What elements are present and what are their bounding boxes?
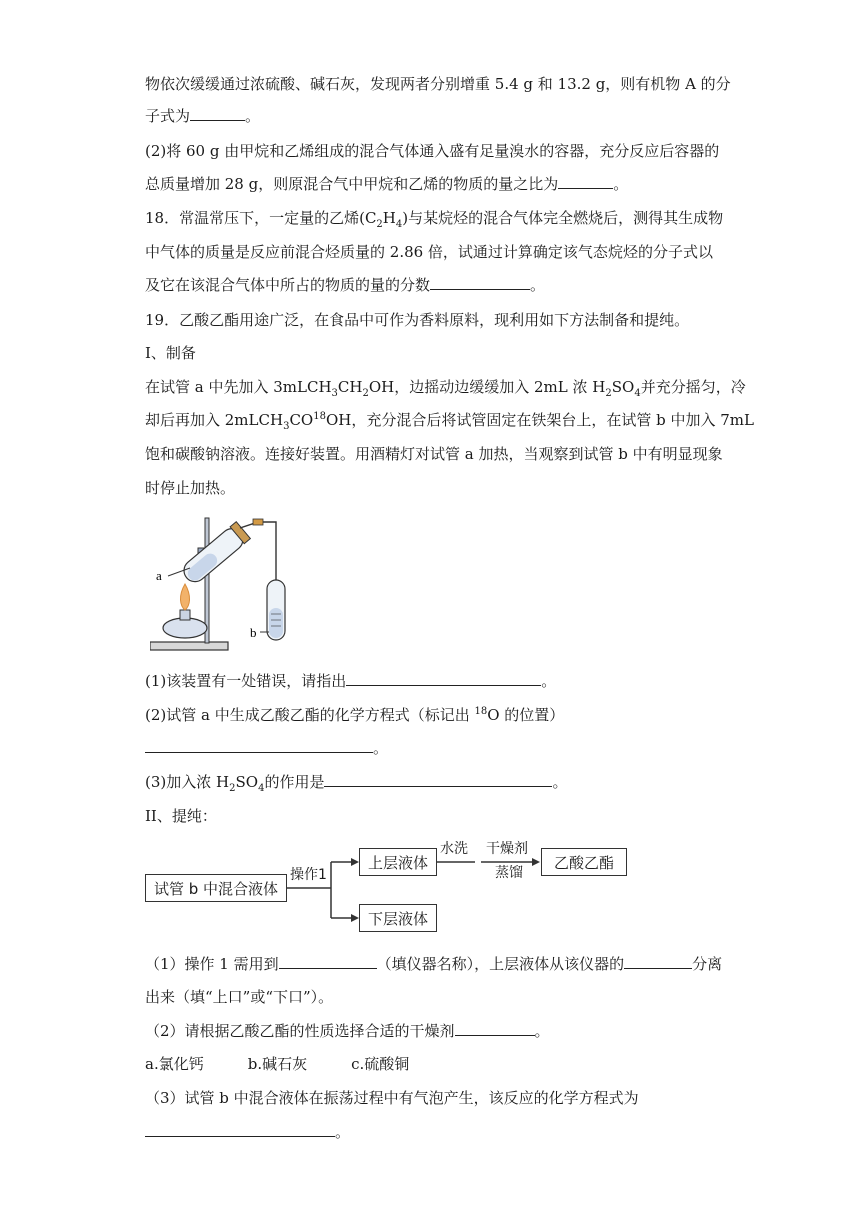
q19-intro: 19．乙酸乙酯用途广泛，在食品中可作为香料原料，现利用如下方法制备和提纯。 (145, 311, 690, 329)
q19-prep-q1: (1)该装置有一处错误，请指出 。 (145, 672, 557, 690)
prep-line-4: 时停止加热。 (145, 479, 236, 497)
flow-label-dry: 干燥剂 (486, 841, 528, 857)
answer-blank[interactable] (430, 275, 530, 290)
purify-q3-blank-line: 。 (145, 1122, 720, 1142)
answer-blank[interactable] (455, 1021, 535, 1036)
answer-blank[interactable] (346, 671, 541, 686)
q18-line-1: 18．常温常压下，一定量的乙烯$(C_2H_4)$与某烷烃的混合气体完全燃烧后，测得其生成物 (145, 209, 724, 230)
q18-line-3: 及它在该混合气体中所占的物质的量的分数 。 (145, 276, 546, 294)
section-heading-purify: II、提纯： (145, 807, 217, 825)
q17-part2-line-1: (2)将 60 g 由甲烷和乙烯组成的混合气体通入盛有足量溴水的容器，充分反应后容器的 (145, 142, 720, 160)
q17-text-line-1: 物依次缓缓通过浓硫酸、碱石灰，发现两者分别增重 5.4 g 和 13.2 g，则有机物 A 的分 (145, 75, 731, 93)
q17-text-line-2: 子式为 。 (145, 107, 261, 125)
apparatus-figure (150, 510, 310, 660)
purify-q2: （2）请根据乙酸乙酯的性质选择合适的干燥剂 。 (145, 1022, 550, 1040)
purify-q1-line-2: 出来（填“上口”或“下口”）。 (145, 988, 334, 1006)
purify-q2-options (145, 1054, 720, 1074)
prep-line-1: 在试管 a 中先加入 $3mLCH_3CH_2OH$，边摇动边缓缓加入 2mL 浓 $H_2SO_4$并充分摇匀，冷 (145, 378, 746, 399)
flow-box-product: 乙酸乙酯 (541, 848, 627, 876)
q19-prep-q2-blank-line: 。 (145, 738, 720, 758)
purify-q3: （3）试管 b 中混合液体在振荡过程中有气泡产生，该反应的化学方程式为 (145, 1089, 639, 1107)
prep-line-3: 饱和碳酸钠溶液。连接好装置。用酒精灯对试管 a 加热，当观察到试管 b 中有明显现象 (145, 445, 723, 463)
alcohol-lamp (163, 618, 207, 638)
answer-blank[interactable] (558, 174, 613, 189)
answer-blank[interactable] (624, 954, 692, 969)
answer-blank[interactable] (190, 106, 245, 121)
flame (180, 584, 189, 610)
flow-label-wash: 水洗 (440, 841, 468, 857)
purify-q1-line-1: （1）操作 1 需用到 （填仪器名称），上层液体从该仪器的 分离 (145, 955, 723, 973)
q19-prep-q2: (2)试管 a 中生成乙酸乙酯的化学方程式（标记出 $^{18}$O 的位置） (145, 706, 565, 724)
q19-prep-q3: (3)加入浓 $H_2SO_4$的作用是 。 (145, 773, 568, 794)
flow-label-op1: 操作1 (290, 867, 327, 883)
answer-blank[interactable] (145, 738, 373, 753)
flow-label-distill: 蒸馏 (495, 865, 523, 881)
option-b: b.碱石灰 (247, 1055, 308, 1073)
option-c: c.硫酸铜 (351, 1055, 410, 1073)
flow-box-lower: 下层液体 (359, 904, 437, 932)
purification-flowchart (143, 838, 643, 938)
q18-line-2: 中气体的质量是反应前混合烃质量的 2.86 倍，试通过计算确定该气态烷烃的分子式以 (145, 243, 713, 261)
section-heading-prep: I、制备 (145, 344, 196, 362)
q17-part2-line-2: 总质量增加 28 g，则原混合气中甲烷和乙烯的物质的量之比为 。 (145, 175, 629, 193)
answer-blank[interactable] (279, 954, 377, 969)
label-a: a (156, 568, 162, 583)
answer-blank[interactable] (145, 1122, 335, 1137)
stand-base (150, 642, 228, 650)
answer-blank[interactable] (324, 772, 552, 787)
prep-line-2: 却后再加入 $2mLCH_3CO^{18}OH$，充分混合后将试管固定在铁架台上，在试管 b 中加入 7mL (145, 411, 754, 432)
flow-box-start: 试管 b 中混合液体 (145, 874, 287, 902)
label-b: b (250, 625, 257, 640)
flow-box-upper: 上层液体 (359, 848, 437, 876)
option-a: a.氯化钙 (145, 1055, 204, 1073)
